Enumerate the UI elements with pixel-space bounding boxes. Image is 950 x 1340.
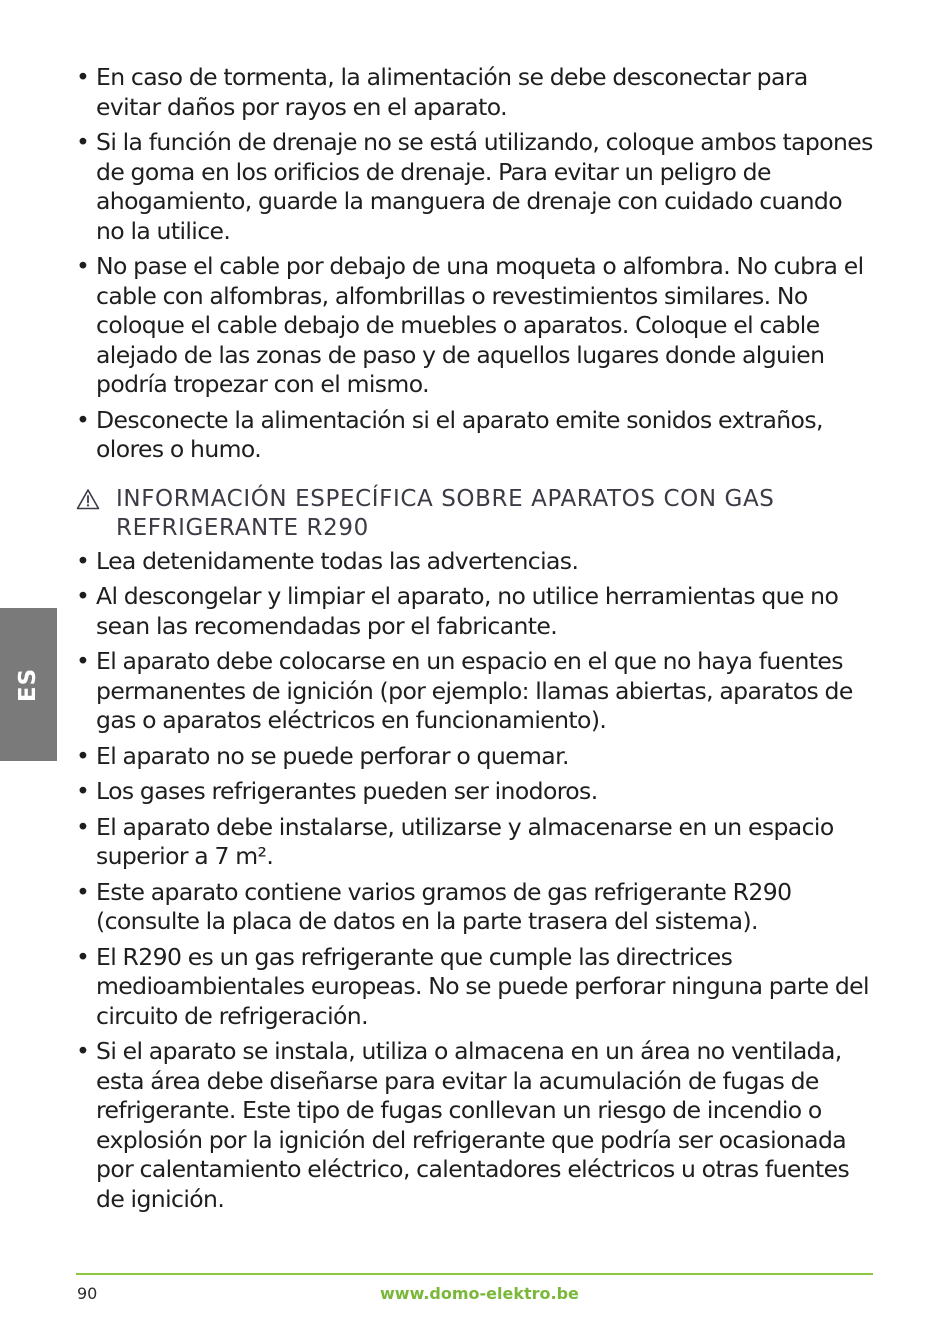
bullet-icon: • <box>76 128 90 156</box>
list-item: • Este aparato contiene varios gramos de gas refrigerante R290 (consulte la placa de datos en la parte trasera del sistema). <box>76 877 792 935</box>
page-number: 90 <box>77 1284 98 1303</box>
list-item: • Si la función de drenaje no se está utilizando, coloque ambos tapones de goma en los orificios de drenaje. Para evitar un peligro de ahogamiento, guarde la manguera de drenaje con cuidado cuando no la utilice. <box>76 128 873 245</box>
bullet-icon: • <box>76 582 90 610</box>
bullet-icon: • <box>76 942 90 971</box>
section-heading <box>76 485 876 543</box>
list-item: • No pase el cable por debajo de una moqueta o alfombra. No cubra el cable con alfombras, alfombrillas o revestimientos similares. No coloque el cable debajo de muebles o aparatos. Coloque el cable alejado de las zonas de paso y de aquellos lugares donde alguien podría tropezar con el mismo. <box>76 252 864 398</box>
bullet-icon: • <box>76 252 90 280</box>
bullet-icon: • <box>76 405 90 434</box>
list-item: • Los gases refrigerantes pueden ser inodoros. <box>76 777 598 805</box>
warning-triangle-icon <box>76 488 100 510</box>
bullet-icon: • <box>76 777 90 805</box>
list-item: • Si el aparato se instala, utiliza o almacena en un área no ventilada, esta área debe diseñarse para evitar la acumulación de fugas de refrigerante. Este tipo de fugas conllevan un riesgo de incendio o explosión por la ignición del refrigerante que podría ser ocasionada por calentamiento eléctrico, calentadores eléctricos u otras fuentes de ignición. <box>76 1037 850 1213</box>
list-item: • Al descongelar y limpiar el aparato, no utilice herramientas que no sean las recomendadas por el fabricante. <box>76 582 839 640</box>
list-item: • Desconecte la alimentación si el aparato emite sonidos extraños, olores o humo. <box>76 405 823 463</box>
bullet-icon: • <box>76 877 90 906</box>
bullet-icon: • <box>76 546 90 575</box>
safety-bullet-list <box>76 63 876 465</box>
bullet-icon: • <box>76 741 90 770</box>
bullet-icon: • <box>76 812 90 841</box>
section-heading-text: INFORMACIÓN ESPECÍFICA SOBRE APARATOS CON GAS REFRIGERANTE R290 <box>116 485 775 541</box>
r290-bullet-list <box>76 547 876 1215</box>
list-item: • En caso de tormenta, la alimentación se debe desconectar para evitar daños por rayos en el aparato. <box>76 63 808 121</box>
bullet-icon: • <box>76 1037 90 1065</box>
list-item: • El aparato no se puede perforar o quemar. <box>76 741 569 770</box>
page-content <box>76 63 876 1220</box>
bullet-icon: • <box>76 647 90 675</box>
list-item: • El aparato debe colocarse en un espacio en el que no haya fuentes permanentes de ignición (por ejemplo: llamas abiertas, aparatos de gas o aparatos eléctricos en funcionamiento). <box>76 647 853 734</box>
bullet-icon: • <box>76 63 90 91</box>
language-tab-label: ES <box>15 667 42 702</box>
list-item: • Lea detenidamente todas las advertencias. <box>76 546 579 575</box>
footer-divider <box>76 1273 873 1275</box>
list-item: • El R290 es un gas refrigerante que cumple las directrices medioambientales europeas. No se puede perforar ninguna parte del circuito de refrigeración. <box>76 942 869 1030</box>
list-item: • El aparato debe instalarse, utilizarse y almacenarse en un espacio superior a 7 m². <box>76 812 834 870</box>
footer-website-link[interactable]: www.domo-elektro.be <box>380 1284 579 1303</box>
language-tab <box>0 608 57 761</box>
